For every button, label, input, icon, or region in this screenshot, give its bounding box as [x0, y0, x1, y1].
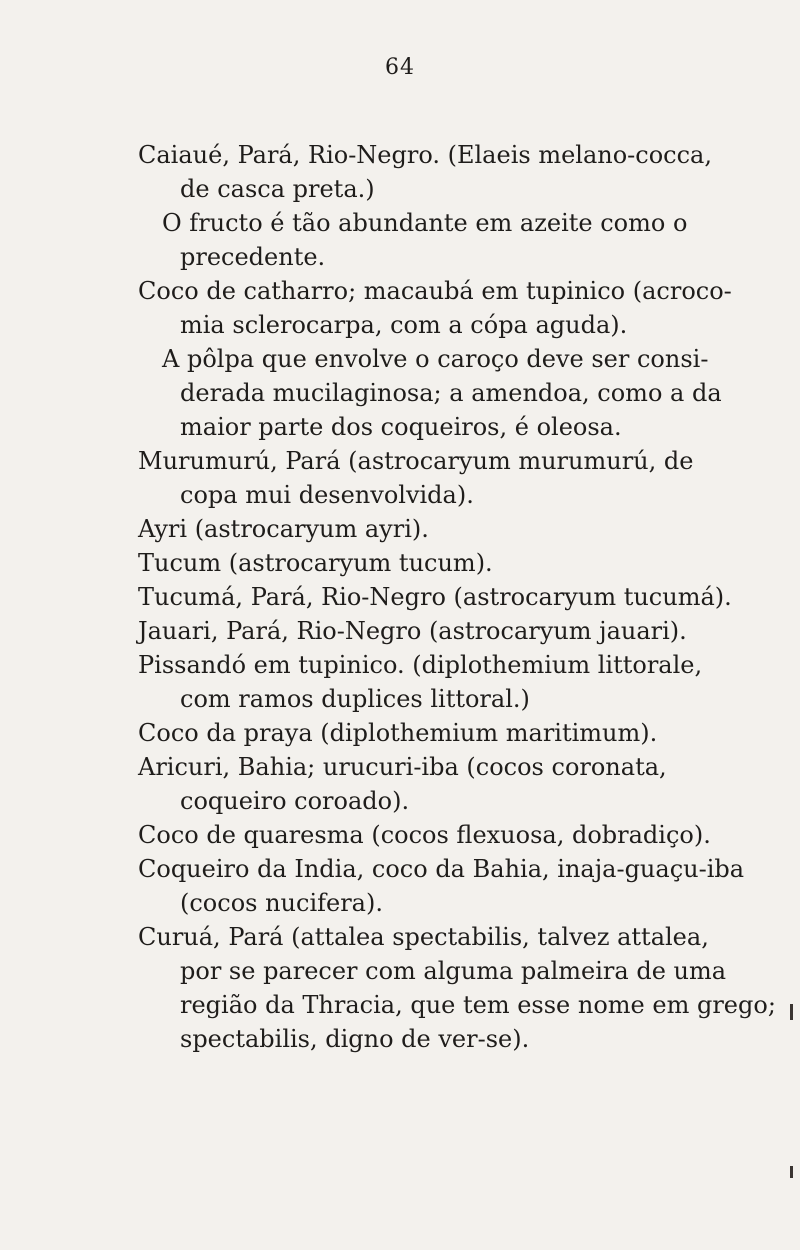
page-number: 64: [385, 55, 415, 80]
text-line: precedente.: [180, 243, 326, 271]
text-line: Murumurú, Pará (astrocaryum murumurú, de: [138, 447, 694, 475]
text-line: derada mucilaginosa; a amendoa, como a da: [180, 379, 722, 407]
text-line: O fructo é tão abundante em azeite como o: [162, 209, 688, 237]
text-line: Jauari, Pará, Rio-Negro (astrocaryum jauari).: [138, 617, 687, 645]
page-edge-mark: [790, 1166, 793, 1178]
text-line: mia sclerocarpa, com a cópa aguda).: [180, 311, 628, 339]
text-line: (cocos nucifera).: [180, 889, 383, 917]
text-line: Ayri (astrocaryum ayri).: [138, 515, 429, 543]
text-line: coqueiro coroado).: [180, 787, 410, 815]
text-line: região da Thracia, que tem esse nome em grego;: [180, 991, 776, 1019]
text-line: maior parte dos coqueiros, é oleosa.: [180, 413, 622, 441]
text-line: copa mui desenvolvida).: [180, 481, 474, 509]
text-line: de casca preta.): [180, 175, 375, 203]
page-text: [138, 138, 800, 1056]
text-line: Aricuri, Bahia; urucuri-iba (cocos coronata,: [138, 753, 667, 781]
text-line: com ramos duplices littoral.): [180, 685, 530, 713]
text-line: Caiaué, Pará, Rio-Negro. (Elaeis melano-cocca,: [138, 141, 712, 169]
text-line: Coqueiro da India, coco da Bahia, inaja-guaçu-iba: [138, 855, 745, 883]
text-line: Curuá, Pará (attalea spectabilis, talvez attalea,: [138, 923, 709, 951]
text-line: Coco de catharro; macaubá em tupinico (acroco-: [138, 277, 732, 305]
text-line: Tucumá, Pará, Rio-Negro (astrocaryum tucumá).: [138, 583, 732, 611]
text-line: Coco da praya (diplothemium maritimum).: [138, 719, 658, 747]
text-line: Coco de quaresma (cocos flexuosa, dobradiço).: [138, 821, 711, 849]
text-line: Pissandó em tupinico. (diplothemium littorale,: [138, 651, 703, 679]
page-edge-mark: [790, 1004, 793, 1020]
text-line: por se parecer com alguma palmeira de uma: [180, 957, 727, 985]
text-line: spectabilis, digno de ver-se).: [180, 1025, 530, 1053]
text-line: Tucum (astrocaryum tucum).: [138, 549, 493, 577]
text-line: A pôlpa que envolve o caroço deve ser consi-: [162, 345, 709, 373]
